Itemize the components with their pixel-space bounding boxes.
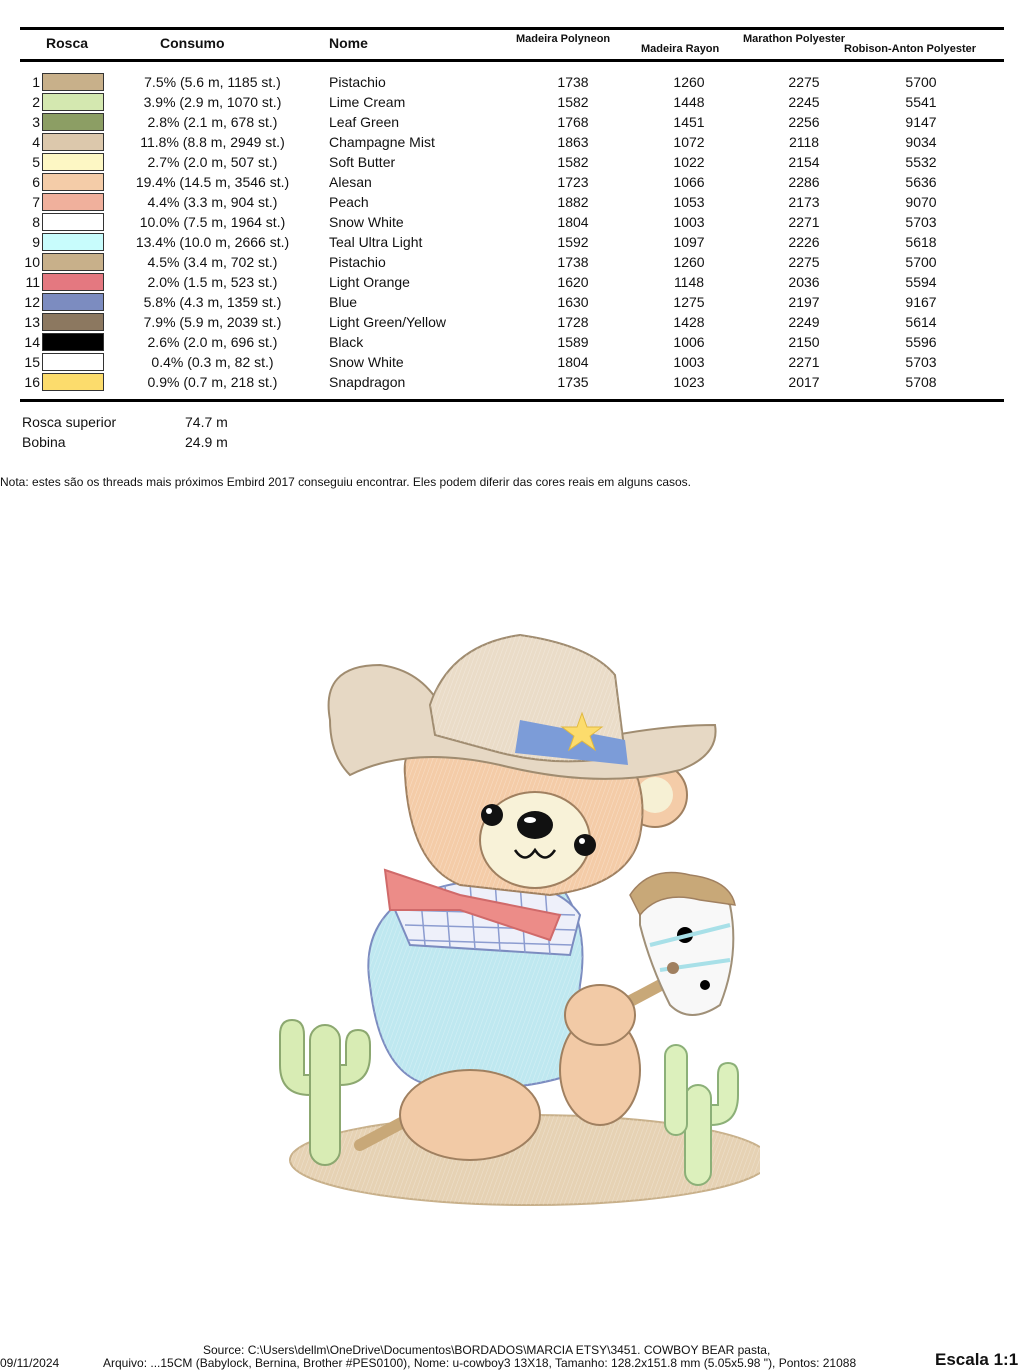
madeira-polyneon-code: 1630 (557, 294, 589, 310)
color-swatch (42, 213, 104, 231)
thread-index: 16 (24, 374, 40, 390)
robison-anton-code: 5614 (905, 314, 937, 330)
marathon-code: 2017 (788, 374, 820, 390)
thread-index: 14 (24, 334, 40, 350)
marathon-code: 2245 (788, 94, 820, 110)
color-swatch (42, 333, 104, 351)
robison-anton-code: 5541 (905, 94, 937, 110)
madeira-polyneon-code: 1882 (557, 194, 589, 210)
color-swatch (42, 373, 104, 391)
thread-index: 8 (32, 214, 40, 230)
table-header-rule (20, 59, 1004, 62)
madeira-rayon-code: 1451 (673, 114, 705, 130)
robison-anton-code: 9167 (905, 294, 937, 310)
table-row (0, 192, 1024, 212)
thread-name: Peach (329, 194, 369, 210)
thread-name: Snow White (329, 354, 404, 370)
madeira-polyneon-code: 1723 (557, 174, 589, 190)
robison-anton-code: 5700 (905, 74, 937, 90)
table-row (0, 232, 1024, 252)
table-row (0, 152, 1024, 172)
table-row (0, 212, 1024, 232)
robison-anton-code: 9147 (905, 114, 937, 130)
marathon-code: 2173 (788, 194, 820, 210)
consumption: 13.4% (10.0 m, 2666 st.) (135, 234, 290, 250)
madeira-polyneon-code: 1804 (557, 214, 589, 230)
marathon-code: 2226 (788, 234, 820, 250)
thread-index: 9 (32, 234, 40, 250)
color-swatch (42, 273, 104, 291)
table-row (0, 252, 1024, 272)
thread-index: 3 (32, 114, 40, 130)
robison-anton-code: 5703 (905, 214, 937, 230)
consumption: 2.7% (2.0 m, 507 st.) (147, 154, 278, 170)
table-row (0, 172, 1024, 192)
marathon-code: 2249 (788, 314, 820, 330)
thread-index: 4 (32, 134, 40, 150)
marathon-code: 2256 (788, 114, 820, 130)
madeira-rayon-code: 1066 (673, 174, 705, 190)
consumption: 4.4% (3.3 m, 904 st.) (147, 194, 278, 210)
thread-index: 2 (32, 94, 40, 110)
madeira-rayon-code: 1260 (673, 254, 705, 270)
rosca-superior-label: Rosca superior (22, 414, 117, 430)
marathon-code: 2275 (788, 74, 820, 90)
bobina-label: Bobina (22, 434, 66, 450)
madeira-polyneon-code: 1592 (557, 234, 589, 250)
thread-name: Blue (329, 294, 358, 310)
thread-name: Soft Butter (329, 154, 396, 170)
madeira-rayon-code: 1072 (673, 134, 705, 150)
thread-name: Teal Ultra Light (329, 234, 423, 250)
color-swatch (42, 113, 104, 131)
table-row (0, 272, 1024, 292)
madeira-rayon-code: 1428 (673, 314, 705, 330)
marathon-code: 2271 (788, 354, 820, 370)
bobina-value: 24.9 m (185, 434, 228, 450)
thread-name: Champagne Mist (329, 134, 435, 150)
consumption: 4.5% (3.4 m, 702 st.) (147, 254, 278, 270)
thread-index: 7 (32, 194, 40, 210)
thread-name: Light Green/Yellow (329, 314, 447, 330)
madeira-polyneon-code: 1804 (557, 354, 589, 370)
color-swatch (42, 293, 104, 311)
madeira-rayon-code: 1448 (673, 94, 705, 110)
table-row (0, 352, 1024, 372)
marathon-code: 2036 (788, 274, 820, 290)
consumption: 2.0% (1.5 m, 523 st.) (147, 274, 278, 290)
footer-source: Source: C:\Users\dellm\OneDrive\Documentos\BORDADOS\MARCIA ETSY\3451. COWBOY BEAR pasta, (203, 1343, 771, 1357)
thread-name: Black (329, 334, 364, 350)
robison-anton-code: 5596 (905, 334, 937, 350)
thread-name: Lime Cream (329, 94, 406, 110)
thread-name: Snow White (329, 214, 404, 230)
madeira-rayon-code: 1097 (673, 234, 705, 250)
madeira-rayon-code: 1275 (673, 294, 705, 310)
madeira-rayon-code: 1006 (673, 334, 705, 350)
madeira-rayon-code: 1023 (673, 374, 705, 390)
thread-name: Snapdragon (329, 374, 406, 390)
table-row (0, 72, 1024, 92)
marathon-code: 2271 (788, 214, 820, 230)
madeira-rayon-code: 1053 (673, 194, 705, 210)
footer-file-info: Arquivo: ...15CM (Babylock, Bernina, Brother #PES0100), Nome: u-cowboy3 13X18, Tamanho: 128.2x151.8 mm (5.05x5.98 "), Pontos: 21088 (103, 1356, 857, 1370)
table-row (0, 312, 1024, 332)
thread-index: 13 (24, 314, 40, 330)
madeira-rayon-code: 1022 (673, 154, 705, 170)
color-swatch (42, 153, 104, 171)
consumption: 19.4% (14.5 m, 3546 st.) (135, 174, 290, 190)
color-swatch (42, 173, 104, 191)
madeira-polyneon-code: 1738 (557, 254, 589, 270)
table-row (0, 92, 1024, 112)
robison-anton-code: 9034 (905, 134, 937, 150)
rosca-superior-value: 74.7 m (185, 414, 228, 430)
thread-index: 12 (24, 294, 40, 310)
madeira-rayon-code: 1260 (673, 74, 705, 90)
header-madeira-rayon: Madeira Rayon (641, 43, 720, 55)
madeira-rayon-code: 1003 (673, 214, 705, 230)
color-swatch (42, 253, 104, 271)
consumption: 0.4% (0.3 m, 82 st.) (151, 354, 274, 370)
madeira-polyneon-code: 1768 (557, 114, 589, 130)
marathon-code: 2197 (788, 294, 820, 310)
robison-anton-code: 5636 (905, 174, 937, 190)
thread-index: 1 (32, 74, 40, 90)
table-row (0, 292, 1024, 312)
madeira-polyneon-code: 1863 (557, 134, 589, 150)
consumption: 10.0% (7.5 m, 1964 st.) (139, 214, 286, 230)
consumption: 2.6% (2.0 m, 696 st.) (147, 334, 278, 350)
color-swatch (42, 193, 104, 211)
robison-anton-code: 5700 (905, 254, 937, 270)
thread-name: Pistachio (329, 74, 386, 90)
table-row (0, 132, 1024, 152)
robison-anton-code: 5703 (905, 354, 937, 370)
thread-index: 11 (25, 274, 40, 290)
consumption: 0.9% (0.7 m, 218 st.) (147, 374, 278, 390)
thread-name: Alesan (329, 174, 372, 190)
table-bottom-rule (20, 399, 1004, 402)
robison-anton-code: 5618 (905, 234, 937, 250)
thread-name: Leaf Green (329, 114, 400, 130)
marathon-code: 2286 (788, 174, 820, 190)
color-swatch (42, 73, 104, 91)
thread-index: 5 (32, 154, 40, 170)
table-row (0, 332, 1024, 352)
madeira-rayon-code: 1148 (673, 274, 705, 290)
header-marathon-polyester: Marathon Polyester (743, 33, 846, 45)
color-swatch (42, 313, 104, 331)
thread-note: Nota: estes são os threads mais próximos Embird 2017 conseguiu encontrar. Eles podem diferir das cores reais em alguns casos. (0, 475, 692, 489)
header-rosca: Rosca (46, 35, 89, 51)
header-consumo: Consumo (160, 35, 225, 51)
marathon-code: 2150 (788, 334, 820, 350)
color-swatch (42, 133, 104, 151)
table-top-rule (20, 27, 1004, 30)
thread-index: 6 (32, 174, 40, 190)
madeira-polyneon-code: 1589 (557, 334, 589, 350)
cowboy-bear-embroidery-image (260, 625, 760, 1225)
robison-anton-code: 5594 (905, 274, 937, 290)
madeira-polyneon-code: 1582 (557, 94, 589, 110)
scale-label: Escala 1:1 (935, 1350, 1019, 1369)
color-swatch (42, 233, 104, 251)
madeira-polyneon-code: 1620 (557, 274, 589, 290)
marathon-code: 2154 (788, 154, 820, 170)
header-nome: Nome (329, 35, 368, 51)
consumption: 7.5% (5.6 m, 1185 st.) (144, 74, 281, 90)
consumption: 7.9% (5.9 m, 2039 st.) (143, 314, 282, 330)
marathon-code: 2118 (788, 134, 820, 150)
consumption: 3.9% (2.9 m, 1070 st.) (143, 94, 282, 110)
thread-index: 10 (24, 254, 40, 270)
robison-anton-code: 9070 (905, 194, 937, 210)
thread-name: Pistachio (329, 254, 386, 270)
color-swatch (42, 353, 104, 371)
robison-anton-code: 5532 (905, 154, 937, 170)
consumption: 5.8% (4.3 m, 1359 st.) (143, 294, 282, 310)
robison-anton-code: 5708 (905, 374, 937, 390)
thread-index: 15 (24, 354, 40, 370)
madeira-polyneon-code: 1738 (557, 74, 589, 90)
thread-name: Light Orange (329, 274, 410, 290)
consumption: 11.8% (8.8 m, 2949 st.) (140, 134, 285, 150)
madeira-rayon-code: 1003 (673, 354, 705, 370)
madeira-polyneon-code: 1735 (557, 374, 589, 390)
table-row (0, 372, 1024, 392)
header-robison-anton-polyester: Robison-Anton Polyester (844, 43, 977, 55)
table-row (0, 112, 1024, 132)
madeira-polyneon-code: 1582 (557, 154, 589, 170)
header-madeira-polyneon: Madeira Polyneon (516, 33, 611, 45)
consumption: 2.8% (2.1 m, 678 st.) (147, 114, 278, 130)
footer-date: 09/11/2024 (0, 1356, 60, 1370)
marathon-code: 2275 (788, 254, 820, 270)
madeira-polyneon-code: 1728 (557, 314, 589, 330)
color-swatch (42, 93, 104, 111)
